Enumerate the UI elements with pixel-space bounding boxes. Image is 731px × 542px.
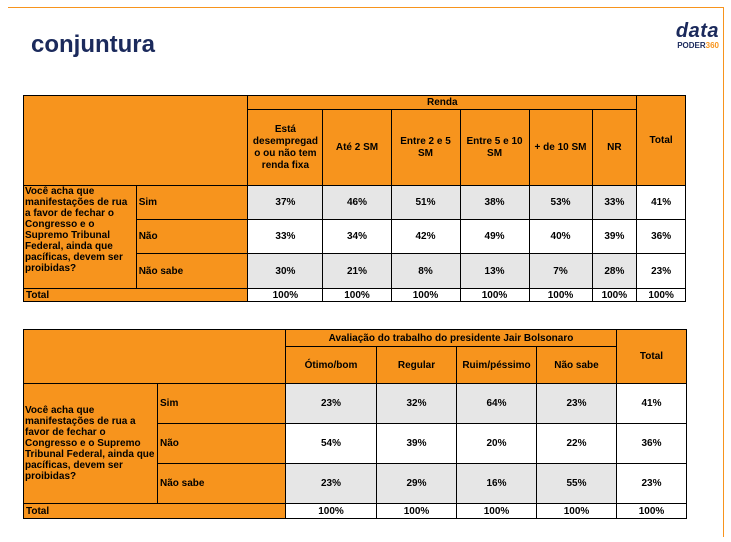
- logo: [651, 21, 719, 61]
- table-cell: 8%: [391, 254, 460, 289]
- column-header: Ótimo/bom: [286, 347, 377, 384]
- table-cell: 100%: [457, 504, 537, 519]
- table-cell: 13%: [460, 254, 529, 289]
- column-header: Total: [637, 96, 686, 186]
- table-cell: 100%: [323, 289, 391, 302]
- column-header: NR: [592, 110, 637, 186]
- group-header: Renda: [248, 96, 637, 110]
- table-cell: 100%: [391, 289, 460, 302]
- total-row-label: Total: [24, 504, 286, 519]
- column-header: Regular: [377, 347, 457, 384]
- total-cell: 100%: [637, 289, 686, 302]
- table-cell: 49%: [460, 220, 529, 254]
- logo-subtitle: PODER360: [677, 41, 719, 50]
- table-cell: 100%: [460, 289, 529, 302]
- row-label: Não sabe: [158, 464, 286, 504]
- column-header: Até 2 SM: [323, 110, 391, 186]
- logo-wordmark: data: [675, 20, 719, 42]
- table-cell: 20%: [457, 424, 537, 464]
- total-cell: 23%: [637, 254, 686, 289]
- table-cell: 28%: [592, 254, 637, 289]
- row-label: Não: [158, 424, 286, 464]
- table-cell: 22%: [537, 424, 617, 464]
- table-cell: 100%: [529, 289, 592, 302]
- page-title: conjuntura: [31, 31, 155, 58]
- column-header: Total: [617, 330, 687, 384]
- total-cell: 36%: [617, 424, 687, 464]
- table-cell: 100%: [377, 504, 457, 519]
- table-cell: 39%: [592, 220, 637, 254]
- table-cell: 23%: [537, 384, 617, 424]
- corner-cell: [24, 330, 286, 384]
- column-header: Está desempregad o ou não tem renda fixa: [248, 110, 323, 186]
- row-label: Sim: [136, 186, 248, 220]
- table-cell: 100%: [248, 289, 323, 302]
- row-label: Sim: [158, 384, 286, 424]
- group-header: Avaliação do trabalho do presidente Jair Bolsonaro: [286, 330, 617, 347]
- table-cell: 7%: [529, 254, 592, 289]
- table-cell: 21%: [323, 254, 391, 289]
- table-cell: 16%: [457, 464, 537, 504]
- table-cell: 32%: [377, 384, 457, 424]
- table-cell: 42%: [391, 220, 460, 254]
- table-cell: 37%: [248, 186, 323, 220]
- total-cell: 36%: [637, 220, 686, 254]
- table-cell: 23%: [286, 464, 377, 504]
- row-label: Não: [136, 220, 248, 254]
- total-cell: 23%: [617, 464, 687, 504]
- table-cell: 34%: [323, 220, 391, 254]
- column-header: + de 10 SM: [529, 110, 592, 186]
- table-cell: 39%: [377, 424, 457, 464]
- table-cell: 100%: [592, 289, 637, 302]
- table-cell: 30%: [248, 254, 323, 289]
- table-cell: 46%: [323, 186, 391, 220]
- income-table: [23, 95, 686, 302]
- total-cell: 41%: [617, 384, 687, 424]
- table-cell: 55%: [537, 464, 617, 504]
- row-label: Não sabe: [136, 254, 248, 289]
- table-cell: 54%: [286, 424, 377, 464]
- question-text: Você acha que manifestações de rua a favor de fechar o Congresso e o Supremo Tribunal Federal, ainda que pacíficas, devem ser proibidas?: [24, 186, 137, 289]
- table-cell: 33%: [248, 220, 323, 254]
- column-header: Entre 5 e 10 SM: [460, 110, 529, 186]
- table-cell: 38%: [460, 186, 529, 220]
- table-cell: 51%: [391, 186, 460, 220]
- table-cell: 53%: [529, 186, 592, 220]
- table-cell: 23%: [286, 384, 377, 424]
- table-cell: 29%: [377, 464, 457, 504]
- corner-cell: [24, 96, 248, 186]
- column-header: Não sabe: [537, 347, 617, 384]
- table-cell: 100%: [537, 504, 617, 519]
- total-row-label: Total: [24, 289, 248, 302]
- column-header: Ruim/péssimo: [457, 347, 537, 384]
- column-header: Entre 2 e 5 SM: [391, 110, 460, 186]
- total-cell: 41%: [637, 186, 686, 220]
- total-cell: 100%: [617, 504, 687, 519]
- table-cell: 33%: [592, 186, 637, 220]
- table-cell: 40%: [529, 220, 592, 254]
- approval-table: [23, 329, 687, 519]
- table-cell: 64%: [457, 384, 537, 424]
- table-cell: 100%: [286, 504, 377, 519]
- question-text: Você acha que manifestações de rua a favor de fechar o Congresso e o Supremo Tribunal Federal, ainda que pacíficas, devem ser proibidas?: [24, 384, 158, 504]
